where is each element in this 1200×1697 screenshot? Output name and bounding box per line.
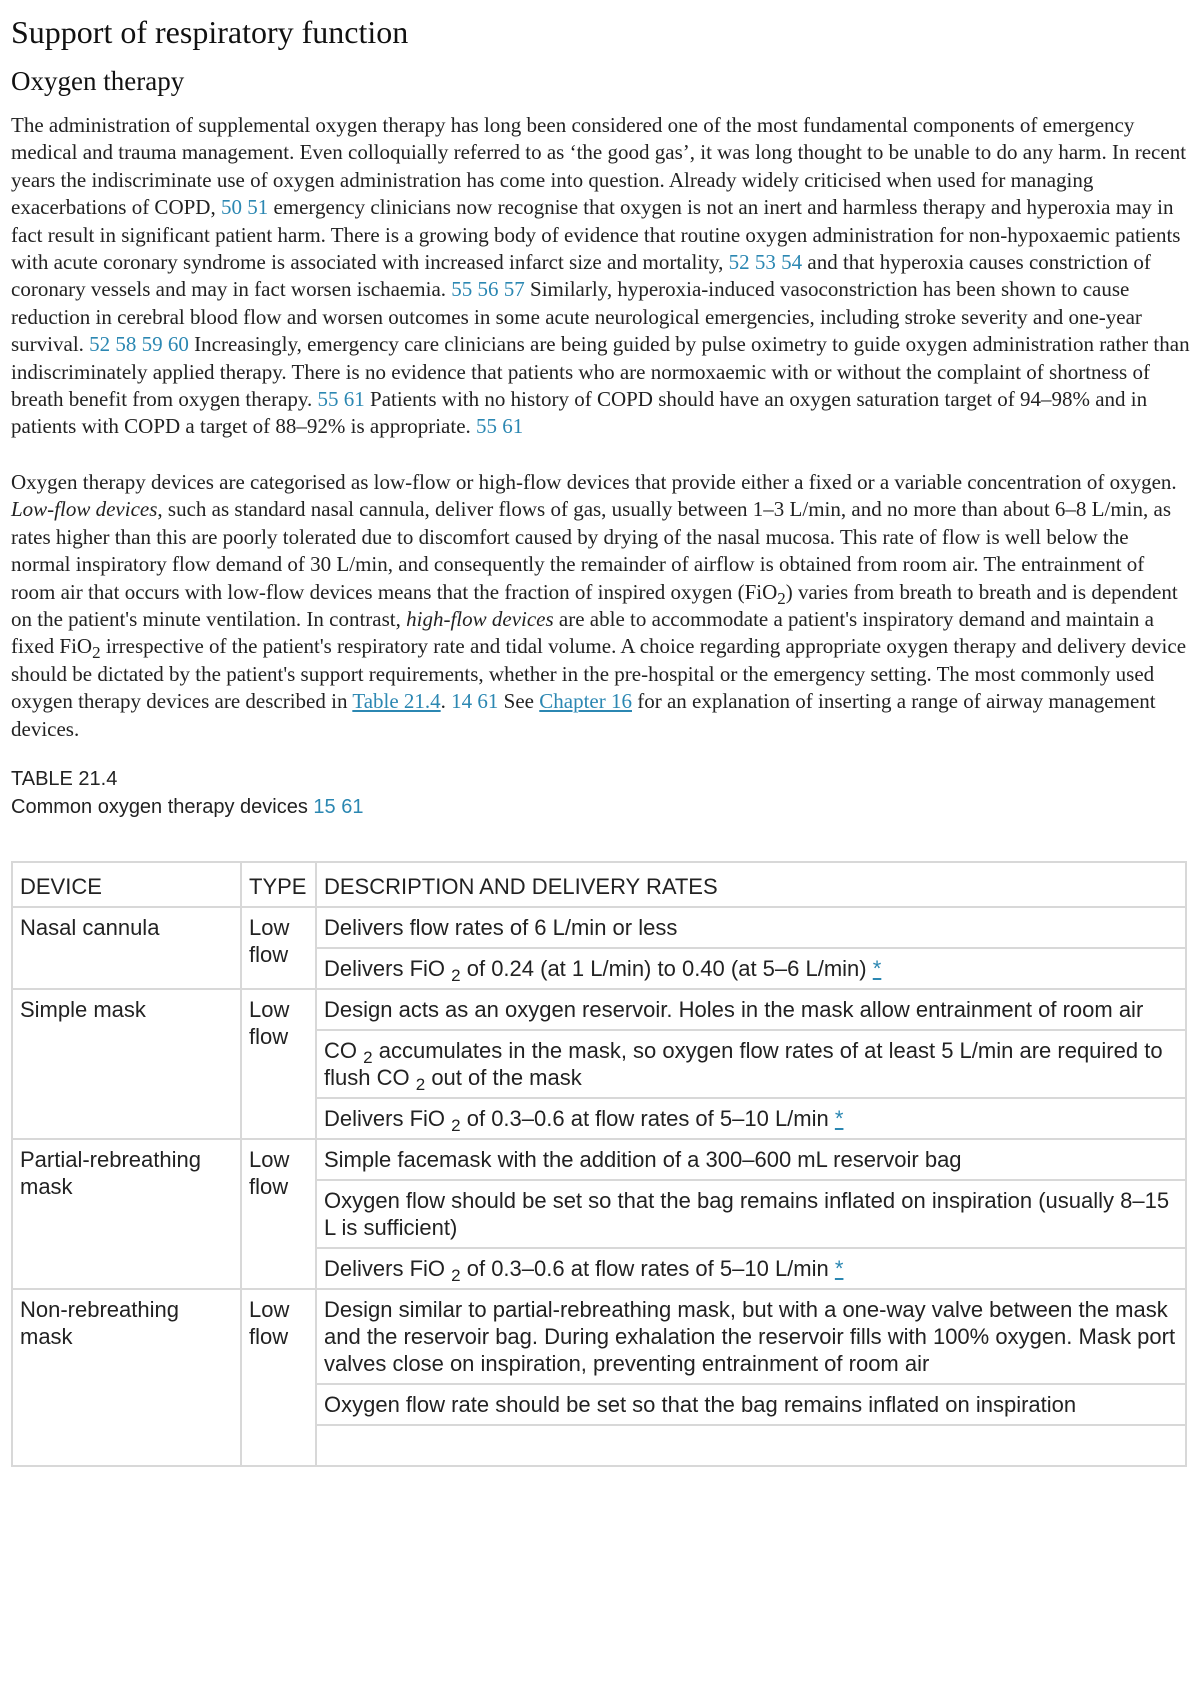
footnote-link[interactable]: *	[872, 955, 882, 981]
citation-link[interactable]: 55 61	[476, 414, 524, 439]
table-row	[12, 907, 1186, 948]
description-cell	[316, 1030, 1186, 1098]
type-cell: Low flow	[241, 907, 316, 989]
citation-link[interactable]: 55 61	[317, 387, 365, 412]
text: Increasingly, emergency care clinicians are being guided by pulse oximetry to guide oxygen administration rather than indiscriminately applied therapy. There is no evidence that patients who are normoxaemic with or without the complaint of shortness of breath benefit from oxygen therapy.	[11, 332, 1190, 412]
description-cell: Simple facemask with the addition of a 300–600 mL reservoir bag	[316, 1139, 1186, 1180]
text: ) varies from breath to breath and is dependent on the patient's minute ventilation. In contrast,	[11, 579, 1178, 631]
oxygen-devices-table	[11, 861, 1187, 1467]
citation-link[interactable]: 52 53 54	[728, 250, 803, 275]
text: are able to accommodate a patient's inspiratory demand and maintain a fixed FiO	[11, 606, 1154, 659]
text: Oxygen therapy devices are categorised as low-flow or high-flow devices that provide either a fixed or a variable concentration of oxygen.	[11, 469, 1177, 494]
citation-link[interactable]: 14 61	[451, 689, 499, 714]
table-row	[12, 1289, 1186, 1384]
subscript: 2	[363, 1047, 373, 1067]
citation-link[interactable]: 52 58 59 60	[89, 332, 189, 357]
table-row	[12, 1139, 1186, 1180]
description-cell: Delivers flow rates of 6 L/min or less	[316, 907, 1186, 948]
text: Patients with no history of COPD should have an oxygen saturation target of 94–98% and in patients with COPD a target of 88–92% is appropriate.	[11, 387, 1148, 439]
description-cell	[316, 1098, 1186, 1139]
subsection-title: Oxygen therapy	[11, 66, 185, 96]
page	[11, 0, 1191, 1467]
description-cell	[316, 948, 1186, 989]
text: of 0.3–0.6 at flow rates of 5–10 L/min	[466, 1255, 829, 1281]
text: The administration of supplemental oxygen therapy has long been considered one of the most fundamental components of emergency medical and trauma management. Even colloquially referred to as ‘the good gas’, it was long thought to be unable to do any harm. In recent years the indiscriminate use of oxygen administration has come into question. Already widely criticised when used for managing exacerbations of COPD,	[11, 113, 1187, 220]
description-cell	[316, 1425, 1186, 1466]
text: Similarly, hyperoxia-induced vasoconstriction has been shown to cause reduction in cerebral blood flow and worsen outcomes in some acute neurological emergencies, including stroke severity and one-year survival.	[11, 277, 1142, 357]
table-header-row	[12, 862, 1186, 907]
description-cell: Design acts as an oxygen reservoir. Holes in the mask allow entrainment of room air	[316, 989, 1186, 1030]
device-cell: Simple mask	[12, 989, 241, 1139]
table-link[interactable]: Table 21.4	[352, 689, 441, 714]
type-cell: Low flow	[241, 1139, 316, 1289]
emphasis: Low-flow devices	[11, 497, 158, 522]
description-cell: Design similar to partial-rebreathing mask, but with a one-way valve between the mask and the reservoir bag. During exhalation the reservoir fills with 100% oxygen. Mask port valves close on inspiration, preventing entrainment of room air	[316, 1289, 1186, 1384]
subscript: 2	[451, 965, 461, 985]
type-cell: Low flow	[241, 1289, 316, 1466]
device-cell: Non-rebreathing mask	[12, 1289, 241, 1466]
paragraph-1	[11, 112, 1191, 441]
text: for an explanation of inserting a range of airway management devices.	[11, 689, 1156, 741]
text: Delivers FiO	[324, 1255, 446, 1281]
table-row	[12, 989, 1186, 1030]
footnote-link[interactable]: *	[834, 1105, 844, 1131]
citation-link[interactable]: 50 51	[220, 195, 269, 220]
subscript: 2	[451, 1115, 461, 1135]
header-type: TYPE	[241, 862, 316, 907]
text: of 0.3–0.6 at flow rates of 5–10 L/min	[466, 1105, 829, 1131]
text: , such as standard nasal cannula, deliver flows of gas, usually between 1–3 L/min, and no more than about 6–8 L/min, as rates higher than this are poorly tolerated due to discomfort caused by drying of the nasal mucosa. This rate of flow is well below the normal inspiratory flow demand of 30 L/min, and consequently the remainder of airflow is obtained from room air. The entrainment of room air that occurs with low-flow devices means that the fraction of inspired oxygen (FiO	[11, 497, 1171, 604]
table-caption	[11, 765, 1191, 821]
text: out of the mask	[431, 1064, 582, 1090]
device-cell: Nasal cannula	[12, 907, 241, 989]
text: and that hyperoxia causes constriction of coronary vessels and may in fact worsen ischaemia.	[11, 250, 1151, 302]
chapter-link[interactable]: Chapter 16	[539, 689, 632, 714]
description-cell	[316, 1248, 1186, 1289]
subscript: 2	[451, 1265, 461, 1285]
table-caption-text: Common oxygen therapy devices	[11, 795, 308, 818]
table-label: TABLE 21.4	[11, 767, 118, 790]
section-title: Support of respiratory function	[11, 14, 409, 50]
description-cell: Oxygen flow rate should be set so that the bag remains inflated on inspiration	[316, 1384, 1186, 1425]
device-cell: Partial-rebreathing mask	[12, 1139, 241, 1289]
type-cell: Low flow	[241, 989, 316, 1139]
emphasis: high-flow devices	[406, 606, 554, 631]
text: irrespective of the patient's respiratory rate and tidal volume. A choice regarding appropriate oxygen therapy and delivery device should be dictated by the patient's support requirements, whether in the pre-hospital or the emergency setting. The most commonly used oxygen therapy devices are described in	[11, 634, 1187, 714]
text: of 0.24 (at 1 L/min) to 0.40 (at 5–6 L/min)	[466, 955, 867, 981]
text: See	[503, 689, 534, 714]
header-device: DEVICE	[12, 862, 241, 907]
citation-link[interactable]: 15 61	[313, 795, 364, 818]
text: Delivers FiO	[324, 1105, 446, 1131]
paragraph-2	[11, 469, 1191, 743]
footnote-link[interactable]: *	[834, 1255, 844, 1281]
subscript: 2	[777, 588, 786, 608]
header-description: DESCRIPTION AND DELIVERY RATES	[316, 862, 1186, 907]
table-title	[11, 793, 1191, 821]
text: Delivers FiO	[324, 955, 446, 981]
description-cell: Oxygen flow should be set so that the bag remains inflated on inspiration (usually 8–15 L is sufficient)	[316, 1180, 1186, 1248]
citation-link[interactable]: 55 56 57	[451, 277, 525, 302]
subscript: 2	[92, 643, 101, 663]
text: emergency clinicians now recognise that oxygen is not an inert and harmless therapy and hyperoxia may in fact result in significant patient harm. There is a growing body of evidence that routine oxygen administration for non-hypoxaemic patients with acute coronary syndrome is associated with increased infarct size and mortality,	[11, 195, 1181, 275]
text: .	[440, 689, 446, 714]
subscript: 2	[415, 1074, 426, 1094]
text: accumulates in the mask, so oxygen flow rates of at least 5 L/min are required to flush CO	[324, 1037, 1163, 1090]
text: CO	[324, 1037, 357, 1063]
